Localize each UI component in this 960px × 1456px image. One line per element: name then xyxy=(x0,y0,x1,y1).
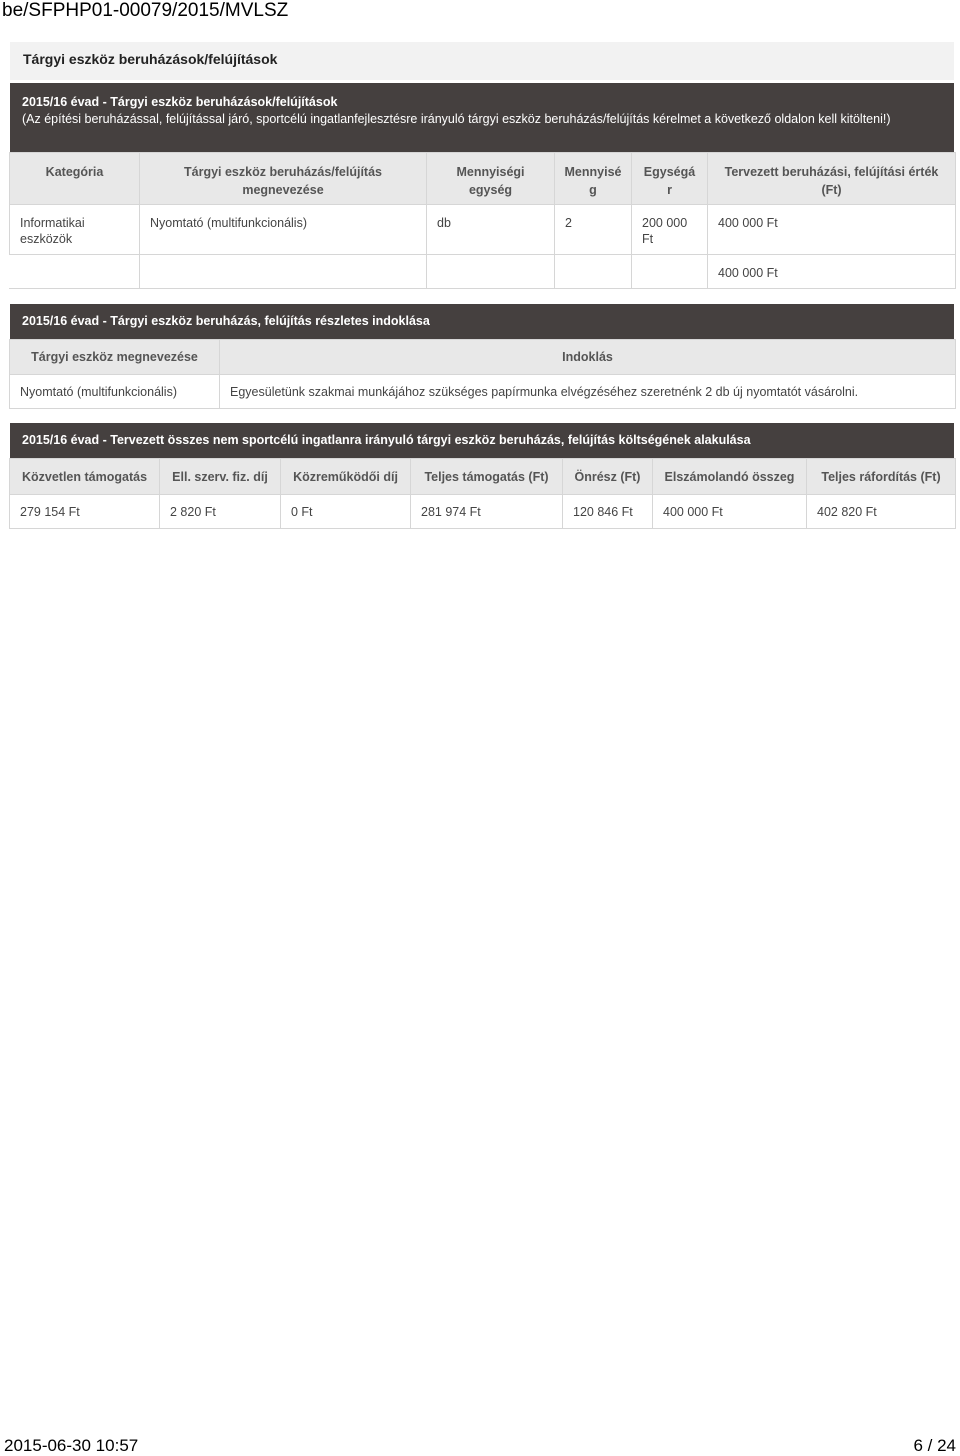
column-header-planned-value: Tervezett beruházási, felújítási érték (Ft) xyxy=(708,153,956,205)
cell-justification: Egyesületünk szakmai munkájához szükséges papírmunka elvégzéséhez szeretnénk 2 db új nyomtatót vásárolni. xyxy=(220,375,956,409)
column-header-justification: Indoklás xyxy=(220,340,956,375)
table-row xyxy=(10,375,956,409)
empty-cell xyxy=(555,255,632,289)
empty-cell xyxy=(632,255,708,289)
justification-table xyxy=(9,339,956,409)
column-header-intermediary-fee: Közreműködői díj xyxy=(281,459,411,495)
cell-total-value: 400 000 Ft xyxy=(708,255,956,289)
costs-table xyxy=(9,458,956,529)
costs-band-title: 2015/16 évad - Tervezett összes nem sportcélú ingatlanra irányuló tárgyi eszköz beruházás, felújítás költségének alakulása xyxy=(22,433,751,447)
investments-band-note: (Az építési beruházással, felújítással járó, sportcélú ingatlanfejlesztésre irányuló tárgyi eszköz beruházás/felújítás kérelmet a következő oldalon kell kitölteni!) xyxy=(22,112,891,126)
justification-header-band xyxy=(10,304,954,339)
cell-quantity: 2 xyxy=(555,205,632,255)
justification-band-title: 2015/16 évad - Tárgyi eszköz beruházás, felújítás részletes indoklása xyxy=(22,314,430,328)
cell-category: Informatikai eszközök xyxy=(10,205,140,255)
cell-total-expenditure: 402 820 Ft xyxy=(807,495,956,529)
cell-control-fee: 2 820 Ft xyxy=(160,495,281,529)
column-header-unit: Mennyiségi egység xyxy=(427,153,555,205)
cell-unit: db xyxy=(427,205,555,255)
cell-own-contribution: 120 846 Ft xyxy=(563,495,653,529)
cell-asset-name: Nyomtató (multifunkcionális) xyxy=(10,375,220,409)
column-header-asset-name: Tárgyi eszköz beruházás/felújítás megnevezése xyxy=(140,153,427,205)
column-header-total-expenditure: Teljes ráfordítás (Ft) xyxy=(807,459,956,495)
page-number: 6 / 24 xyxy=(913,1436,956,1455)
investments-band-title: 2015/16 évad - Tárgyi eszköz beruházások/felújítások xyxy=(22,95,338,109)
column-header-asset-name: Tárgyi eszköz megnevezése xyxy=(10,340,220,375)
total-row xyxy=(10,255,956,289)
cell-total-support: 281 974 Ft xyxy=(411,495,563,529)
cell-direct-support: 279 154 Ft xyxy=(10,495,160,529)
column-header-own-contribution: Önrész (Ft) xyxy=(563,459,653,495)
column-header-control-fee: Ell. szerv. fiz. díj xyxy=(160,459,281,495)
cell-intermediary-fee: 0 Ft xyxy=(281,495,411,529)
investments-table xyxy=(9,152,956,289)
empty-cell xyxy=(427,255,555,289)
cell-accountable-amount: 400 000 Ft xyxy=(653,495,807,529)
cell-unit-price: 200 000 Ft xyxy=(632,205,708,255)
empty-cell xyxy=(10,255,140,289)
empty-cell xyxy=(140,255,427,289)
cell-asset-name: Nyomtató (multifunkcionális) xyxy=(140,205,427,255)
table-row xyxy=(10,495,956,529)
cell-planned-value: 400 000 Ft xyxy=(708,205,956,255)
section-title: Tárgyi eszköz beruházások/felújítások xyxy=(10,42,954,80)
document-id: be/SFPHP01-00079/2015/MVLSZ xyxy=(2,0,289,21)
column-header-total-support: Teljes támogatás (Ft) xyxy=(411,459,563,495)
costs-header-band xyxy=(10,423,954,458)
column-header-direct-support: Közvetlen támogatás xyxy=(10,459,160,495)
table-row xyxy=(10,205,956,255)
column-header-quantity: Mennyisé g xyxy=(555,153,632,205)
column-header-unit-price: Egységá r xyxy=(632,153,708,205)
footer-timestamp: 2015-06-30 10:57 xyxy=(4,1436,139,1455)
investments-header-band xyxy=(10,83,954,153)
column-header-accountable-amount: Elszámolandó összeg xyxy=(653,459,807,495)
column-header-category: Kategória xyxy=(10,153,140,205)
